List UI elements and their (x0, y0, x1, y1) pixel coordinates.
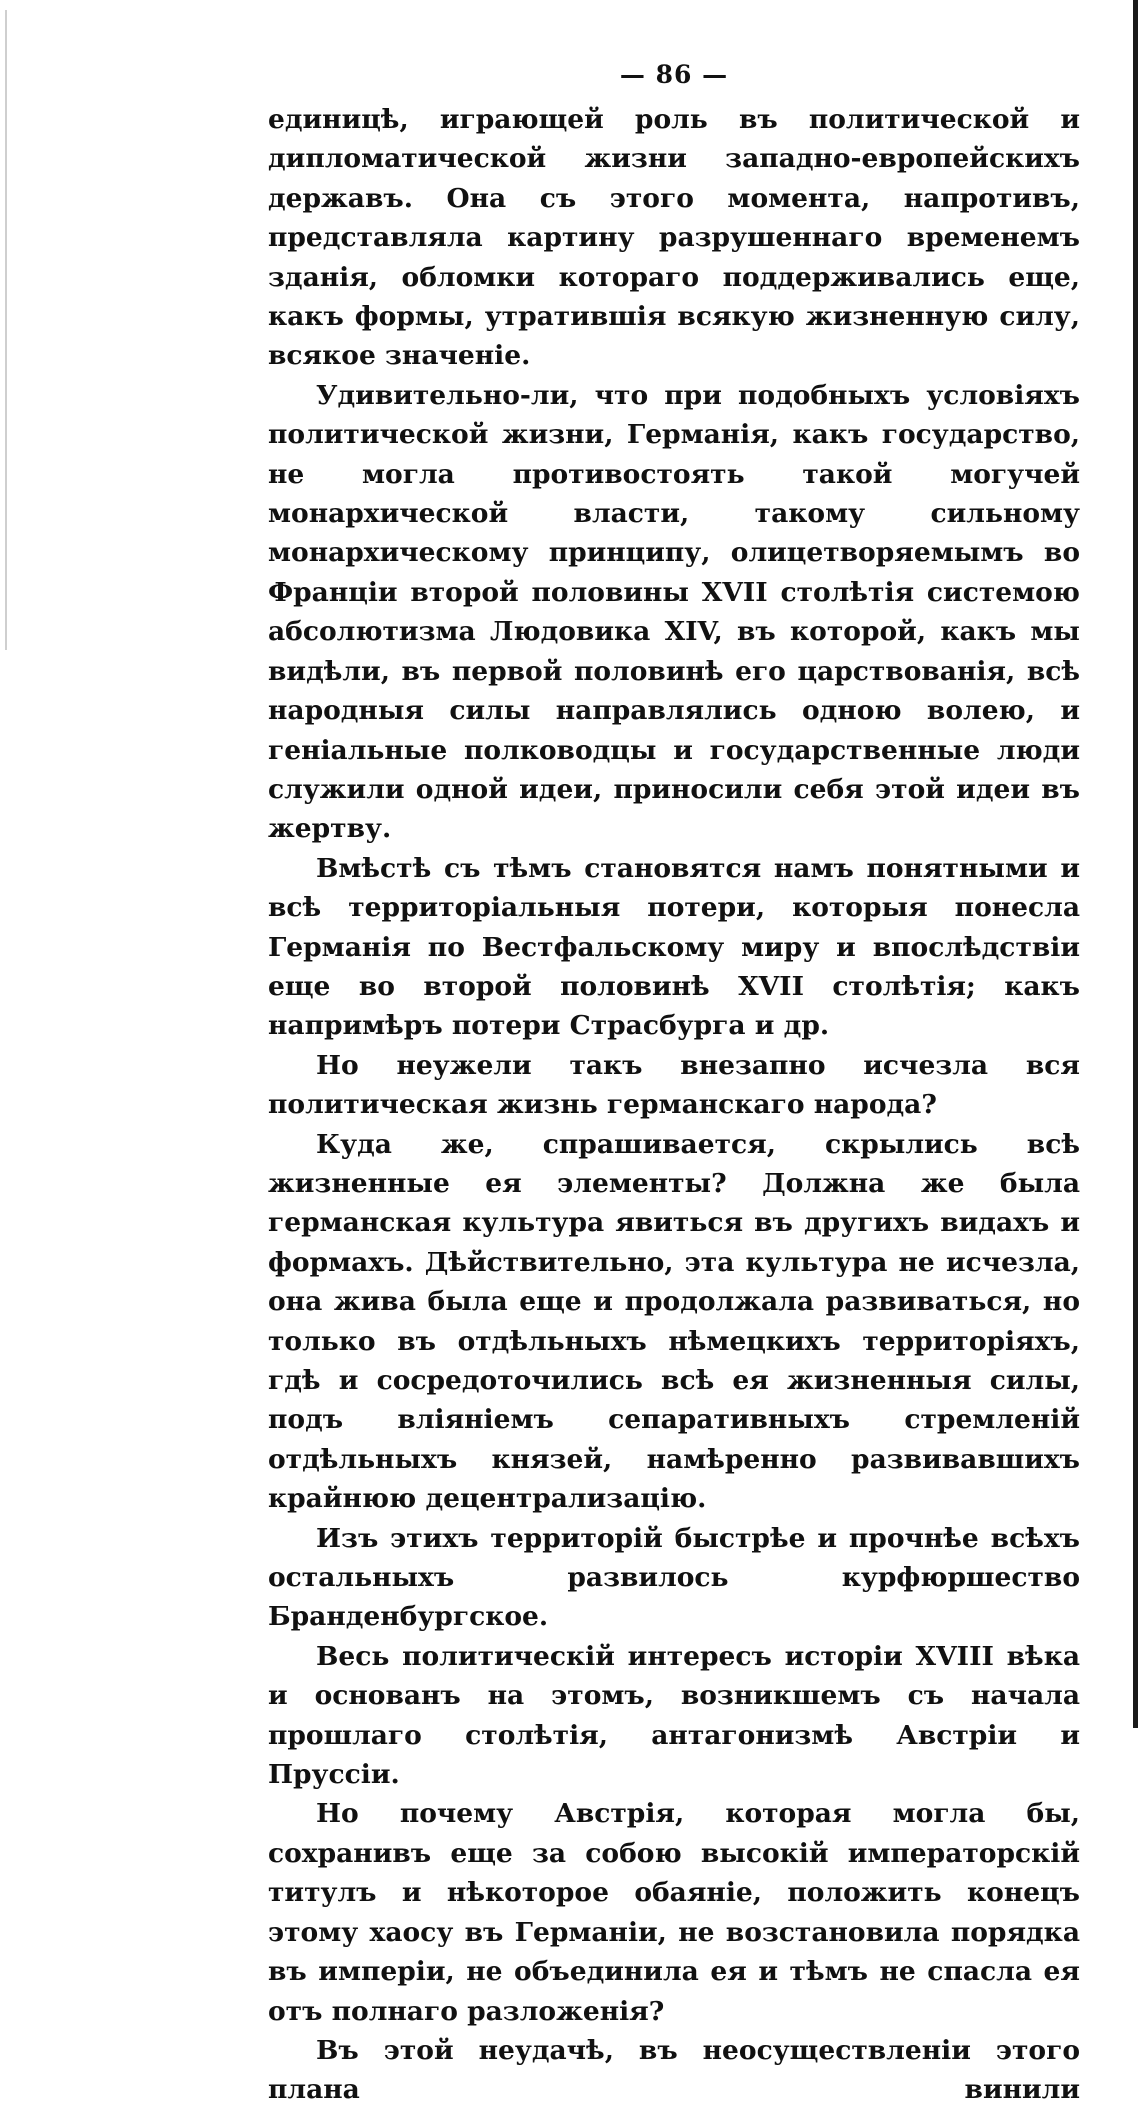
paragraph: Весь политическій интересъ исторіи XVIII вѣка и основанъ на этомъ, возникшемъ съ начала прошлаго столѣтія, антагонизмѣ Австріи и Пруссіи. (268, 1640, 1080, 1791)
paragraph: Удивительно-ли, что при подобныхъ условіяхъ политической жизни, Германія, какъ государство, не могла противостоять такой могучей монархической власти, такому сильному монархическому принципу, олицетворяемымъ во Франціи второй половины XVII столѣтія системою абсолютизма Людовика XIV, въ которой, какъ мы видѣли, въ первой половинѣ его царствованія, всѣ народныя силы направлялись одною волею, и геніальные полководцы и государственные люди служили одной идеи, приносили себя этой идеи въ жертву. (268, 379, 1080, 845)
paragraph: Вмѣстѣ съ тѣмъ становятся намъ понятными и всѣ территоріальныя потери, которыя понесла Германія по Вестфальскому миру и впослѣдствіи еще во второй половинѣ XVII столѣтія; какъ напримѣръ потери Страсбурга и др. (268, 852, 1080, 1042)
paragraph: Но почему Австрія, которая могла бы, сохранивъ еще за собою высокій императорскій титулъ и нѣкоторое обаяніе, положить конецъ этому хаосу въ Германіи, не возстановила порядка въ имперіи, не объединила ея и тѣмъ не спасла ея отъ полнаго разложенія? (268, 1798, 1080, 2027)
scan-border-line (1133, 0, 1138, 1728)
paragraph: Но неужели такъ внезапно исчезла вся политическая жизнь германскаго народа? (268, 1049, 1080, 1121)
paragraph: Изъ этихъ территорій быстрѣе и прочнѣе всѣхъ остальныхъ развилось курфюршество Бранденбургское. (268, 1522, 1080, 1633)
paragraph-continued: единицѣ, играющей роль въ политической и дипломатической жизни западно-европейскихъ державъ. Она съ этого момента, напротивъ, представляла картину разрушеннаго временемъ зданія, обломки котораго поддерживались еще, какъ формы, утратившія всякую жизненную силу, всякое значеніе. (268, 104, 1080, 372)
page-text (268, 100, 1080, 2110)
book-page (268, 50, 1080, 2110)
page-number: — 86 — (619, 60, 729, 89)
paragraph: Куда же, спрашивается, скрылись всѣ жизненные ея элементы? Должна же была германская культура явиться въ другихъ видахъ и формахъ. Дѣйствительно, эта культура не исчезла, она жива была еще и продолжала развиваться, но только въ отдѣльныхъ нѣмецкихъ территоріяхъ, гдѣ и сосредоточились всѣ ея жизненныя силы, подъ вліяніемъ сепаративныхъ стремленій отдѣльныхъ князей, намѣренно развивавшихъ крайнюю децентрализацію. (268, 1128, 1080, 1515)
scan-edge-mark (5, 10, 7, 650)
paragraph-continues: Въ этой неудачѣ, въ неосуществленіи этого плана винили (268, 2034, 1080, 2106)
